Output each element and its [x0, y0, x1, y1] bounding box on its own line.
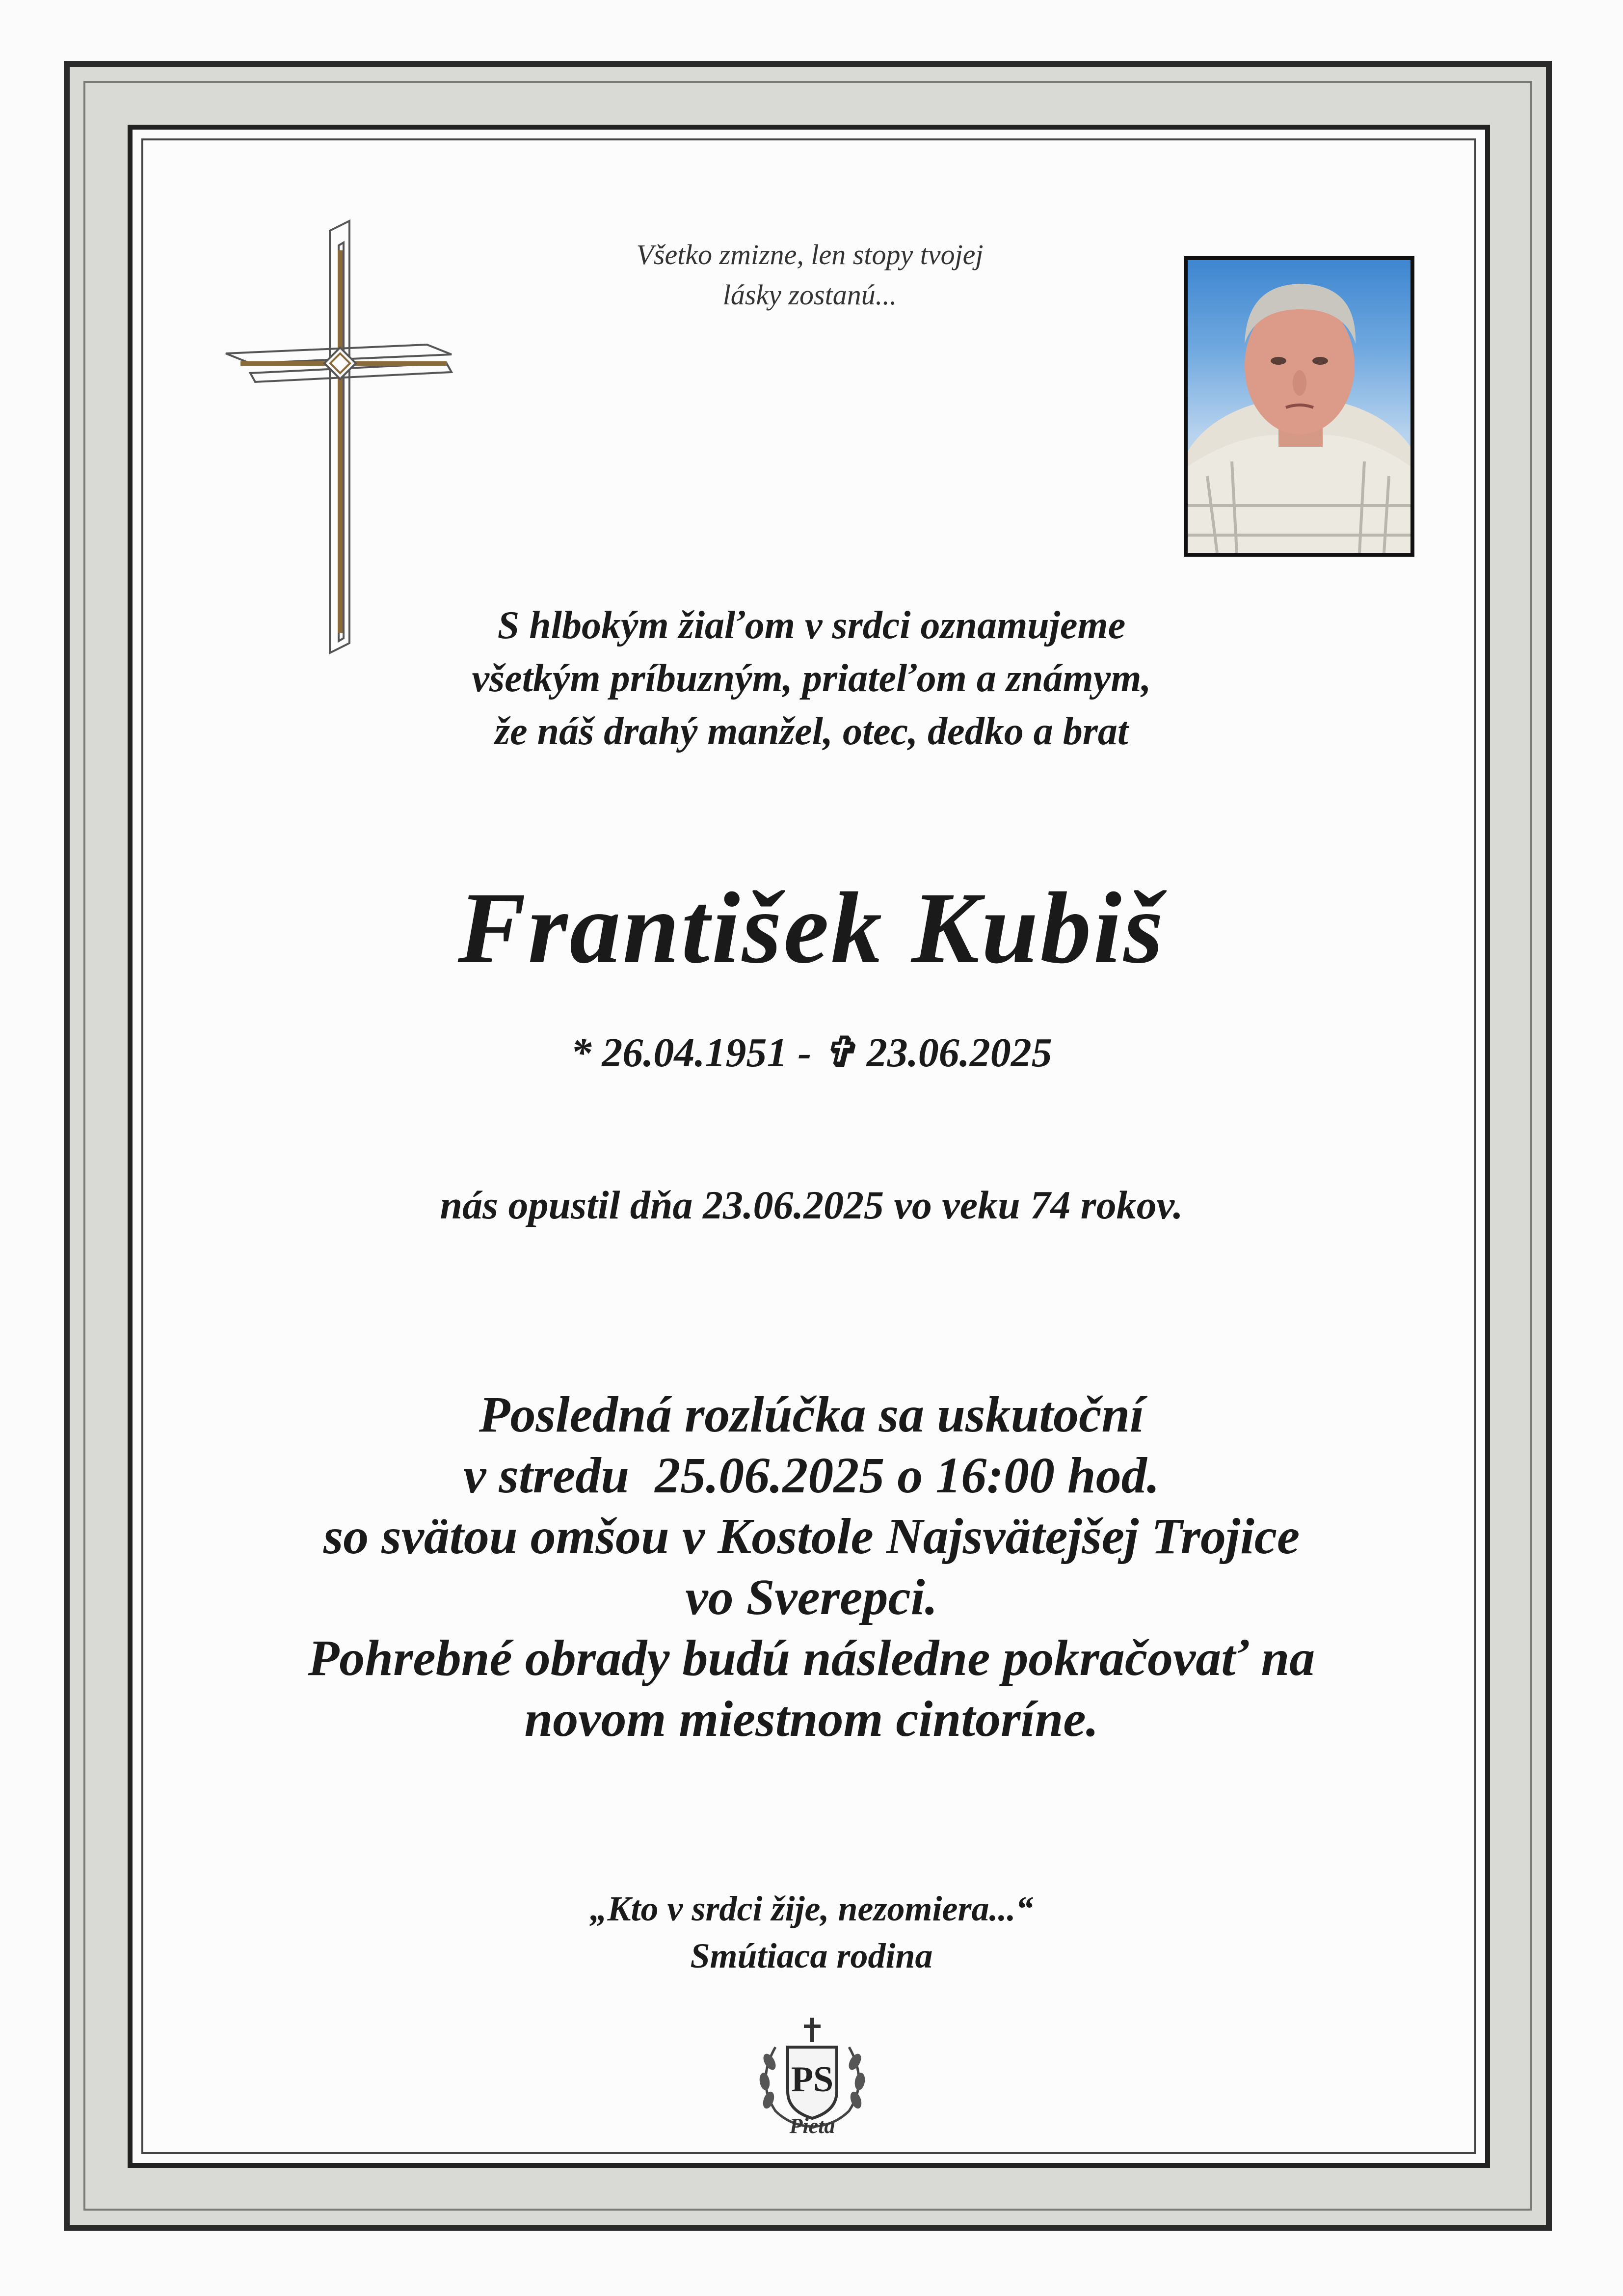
motto [515, 235, 1104, 315]
intro-line-1: S hlbokým žiaľom v srdci oznamujeme [497, 604, 1126, 647]
ceremony-line-3: so svätou omšou v Kostole Najsvätejšej Trojice [323, 1508, 1300, 1565]
life-dates [0, 1026, 1623, 1080]
family-signature: Smútiaca rodina [690, 1936, 933, 1975]
intro-line-3: že náš drahý manžel, otec, dedko a brat [494, 710, 1129, 753]
ceremony-line-2: v stredu 25.06.2025 o 16:00 hod. [463, 1447, 1160, 1504]
ceremony-line-6: novom miestnom cintoríne. [524, 1691, 1099, 1747]
announcement-intro [0, 599, 1623, 758]
deceased-name: František Kubiš [457, 871, 1166, 984]
motto-line-2: lásky zostanú... [722, 279, 897, 311]
portrait-illustration [1188, 260, 1410, 553]
ceremony-line-1: Posledná rozlúčka sa uskutoční [479, 1386, 1144, 1443]
death-date: 23.06.2025 [866, 1030, 1052, 1076]
cross-icon [221, 216, 456, 658]
quote-text: „Kto v srdci žije, nezomiera...“ [589, 1889, 1034, 1928]
death-cross-icon: ✞ [822, 1030, 856, 1076]
ceremony-line-5: Pohrebné obrady budú následne pokračovať na [308, 1630, 1315, 1686]
ceremony-details [0, 1384, 1623, 1750]
portrait-photo [1184, 256, 1414, 557]
logo-name: Pieta [789, 2114, 835, 2138]
logo-monogram: PS [791, 2059, 834, 2100]
closing-quote [0, 1885, 1623, 1979]
intro-line-2: všetkým príbuzným, priateľom a známym, [472, 657, 1151, 700]
birth-date: * 26.04.1951 - [571, 1030, 812, 1076]
motto-line-1: Všetko zmizne, len stopy tvojej [636, 239, 984, 270]
ceremony-line-4: vo Sverepci. [685, 1569, 938, 1625]
passed-away-text: nás opustil dňa 23.06.2025 vo veku 74 rokov. [440, 1183, 1183, 1227]
